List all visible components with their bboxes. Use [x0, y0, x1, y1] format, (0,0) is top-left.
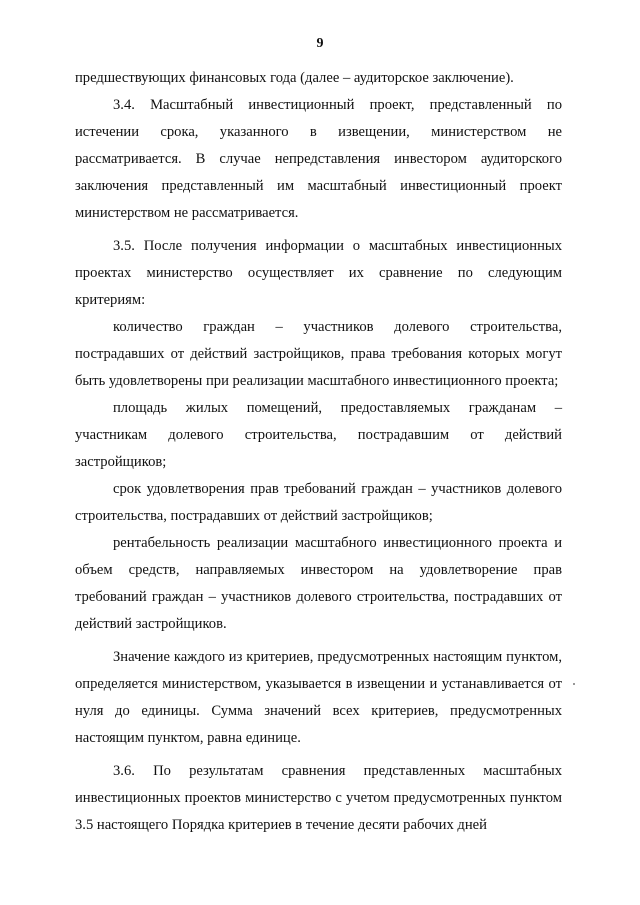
page-number: 9	[316, 36, 324, 51]
paragraph-continuation: предшествующих финансовых года (далее – аудиторское заключение).	[75, 70, 514, 86]
paragraph-criteria-values: Значение каждого из критериев, предусмотренных настоящим пунктом, определяется министерством, указывается в извещении и устанавливается от нуля до единицы. Сумма значений всех критериев, предусмотренных настоящим пунктом, равна единице.	[75, 649, 562, 746]
document-body	[75, 65, 562, 839]
criterion-profitability: рентабельность реализации масштабного инвестиционного проекта и объем средств, направляемых инвестором на удовлетворение прав требований граждан – участников долевого строительства, пострадавших от действий застройщиков.	[75, 535, 562, 632]
paragraph-3-4: 3.4. Масштабный инвестиционный проект, представленный по истечении срока, указанного в извещении, министерством не рассматривается. В случае непредставления инвестором аудиторского заключения представленный им масштабный инвестиционный проект министерством не рассматривается.	[75, 97, 562, 221]
paragraph-3-6: 3.6. По результатам сравнения представленных масштабных инвестиционных проектов министерство с учетом предусмотренных пунктом 3.5 настоящего Порядка критериев в течение десяти рабочих дней	[75, 763, 562, 833]
paragraph-3-5: 3.5. После получения информации о масштабных инвестиционных проектах министерство осуществляет их сравнение по следующим критериям:	[75, 238, 562, 308]
criterion-citizens-count: количество граждан – участников долевого строительства, пострадавших от действий застройщиков, права требования которых могут быть удовлетворены при реализации масштабного инвестиционного проекта;	[75, 319, 562, 389]
criterion-living-area: площадь жилых помещений, предоставляемых гражданам – участникам долевого строительства, пострадавшим от действий застройщиков;	[75, 400, 562, 470]
criterion-satisfaction-term: срок удовлетворения прав требований граждан – участников долевого строительства, пострадавших от действий застройщиков;	[75, 481, 562, 524]
scan-speck	[573, 683, 575, 685]
